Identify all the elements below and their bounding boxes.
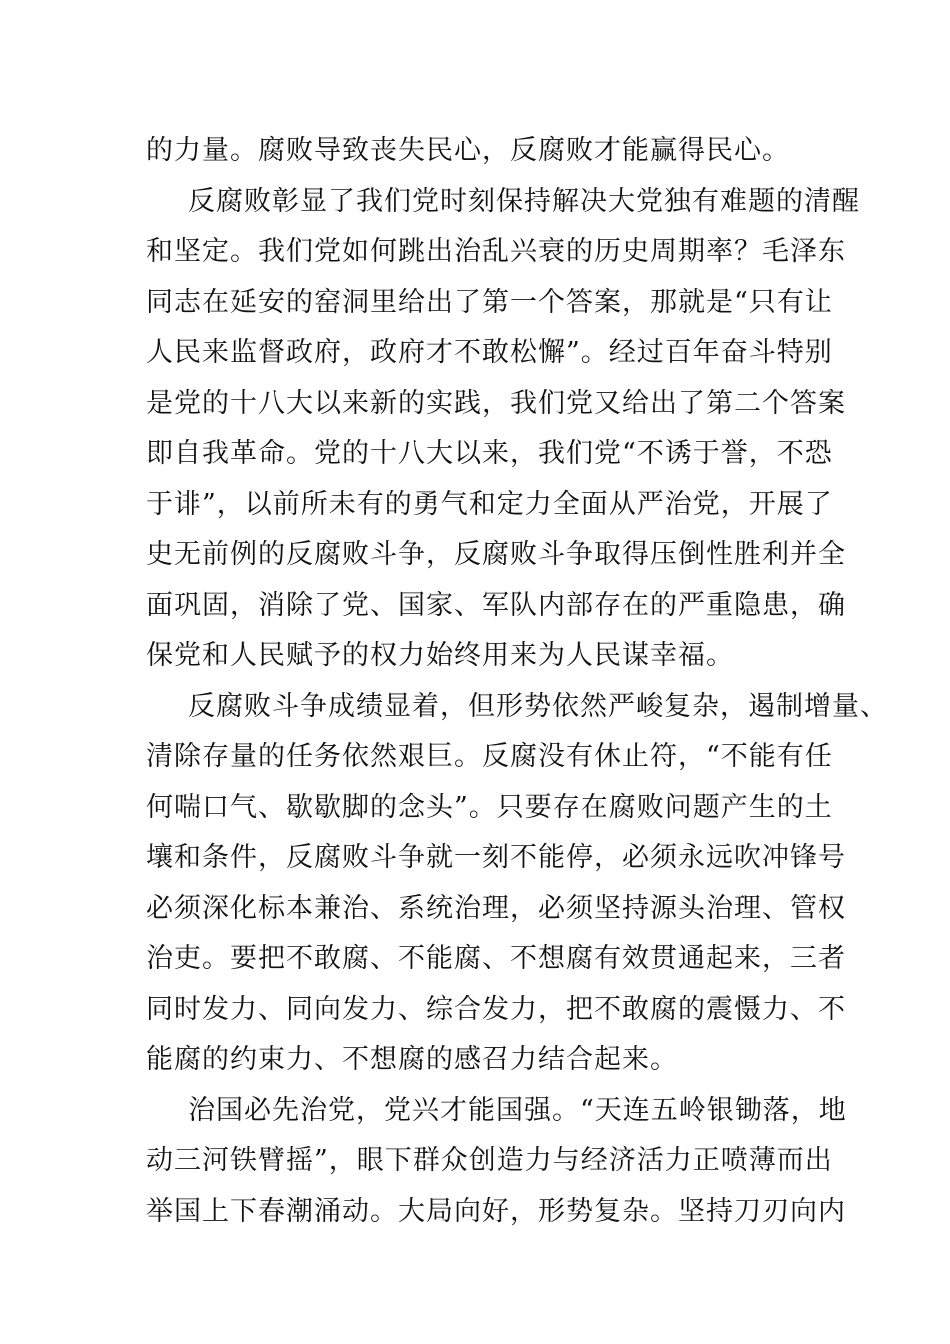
text-line: 面巩固，消除了党、国家、军队内部存在的严重隐患，确 [146, 589, 846, 621]
text-line: 动三河铁臂摇”，眼下群众创造力与经济活力正喷薄而出 [146, 1145, 833, 1176]
text-line: 举国上下春潮涌动。大局向好，形势复杂。坚持刀刃向内 [146, 1195, 846, 1227]
text-line: 壤和条件，反腐败斗争就一刻不能停，必须永远吹冲锋号 [146, 842, 846, 873]
text-line: 于诽”，以前所未有的勇气和定力全面从严治党，开展了 [146, 488, 833, 520]
text-line: 必须深化标本兼治、系统治理，必须坚持源头治理、管权 [146, 892, 846, 924]
text-line: 人民来监督政府，政府才不敢松懈”。经过百年奋斗特别 [146, 337, 833, 368]
text-line: 同时发力、同向发力、综合发力，把不敢腐的震慑力、不 [146, 993, 846, 1025]
text-line: 的力量。腐败导致丧失民心，反腐败才能赢得民心。 [146, 135, 790, 166]
paragraph-start-line: 治国必先治党，党兴才能国强。“天连五岭银锄落，地 [188, 1094, 847, 1126]
text-line: 同志在延安的窑洞里给出了第一个答案，那就是“只有让 [146, 286, 833, 318]
text-line: 即自我革命。党的十八大以来，我们党“不诱于誉，不恐 [146, 438, 833, 469]
article-body [146, 126, 888, 1237]
text-line: 能腐的约束力、不想腐的感召力结合起来。 [146, 1044, 678, 1075]
text-line: 治吏。要把不敢腐、不能腐、不想腐有效贯通起来，三者 [146, 943, 846, 974]
paragraph-start-line: 反腐败斗争成绩显着，但形势依然严峻复杂，遏制增量、 [188, 690, 888, 722]
text-line: 保党和人民赋予的权力始终用来为人民谋幸福。 [146, 640, 734, 671]
text-line: 何喘口气、歇歇脚的念头”。只要存在腐败问题产生的土 [146, 791, 833, 823]
paragraph-start-line: 反腐败彰显了我们党时刻保持解决大党独有难题的清醒 [188, 185, 860, 217]
text-line: 史无前例的反腐败斗争，反腐败斗争取得压倒性胜利并全 [146, 539, 846, 570]
text-line: 清除存量的任务依然艰巨。反腐没有休止符，“不能有任 [146, 741, 833, 772]
text-line: 是党的十八大以来新的实践，我们党又给出了第二个答案 [146, 387, 846, 419]
text-line: 和坚定。我们党如何跳出治乱兴衰的历史周期率？毛泽东 [146, 236, 846, 267]
